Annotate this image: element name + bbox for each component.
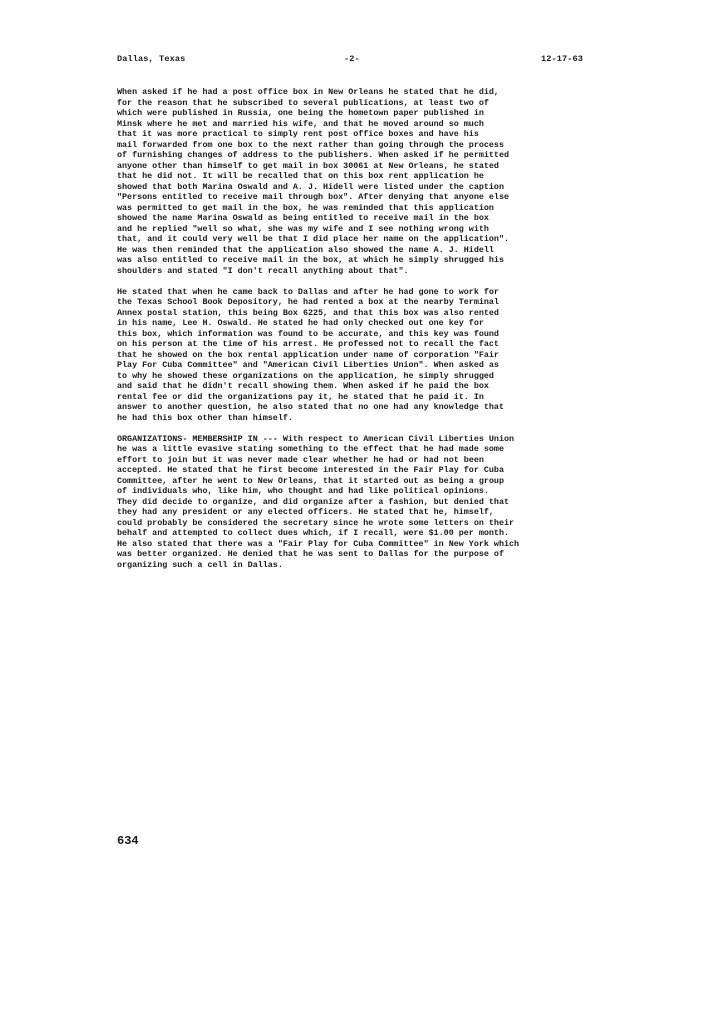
text-line: in his name, Lee H. Oswald. He stated he had only checked out one key for [117, 318, 484, 328]
text-line: they had any president or any elected officers. He stated that he, himself, [117, 507, 494, 517]
text-line: They did decide to organize, and did organize after a fashion, but denied that [117, 496, 510, 507]
text-line: that it was more practical to simply rent post office boxes and have his [117, 129, 479, 139]
text-line: that he did not. It will be recalled that on this box rent application he [117, 171, 484, 181]
text-line: rental fee or did the organizations pay it, he stated that he paid it. In [117, 391, 484, 402]
page-header [117, 54, 583, 68]
text-line: and said that he didn't recall showing them. When asked if he paid the box [117, 381, 489, 391]
text-line: was permitted to get mail in the box, he was reminded that this application [117, 202, 494, 213]
text-line: mail forwarded from one box to the next rather than going through the process [117, 139, 504, 150]
text-line: he had this box other than himself. [117, 412, 293, 423]
text-line: He was then reminded that the application also showed the name A. J. Hidell [117, 244, 494, 255]
page-number: 634 [117, 834, 139, 848]
text-line: could probably be considered the secretary since he wrote some letters on their [117, 517, 515, 528]
text-line: to why he showed these organizations on the application, he simply shrugged [117, 370, 494, 381]
text-line: that he showed on the box rental application under name of corporation "Fair [117, 349, 499, 360]
text-line: showed that both Marina Oswald and A. J. Hidell were listed under the caption [117, 181, 504, 192]
paragraph [117, 287, 587, 424]
text-line: Play For Cuba Committee" and "American Civil Liberties Union". When asked as [117, 360, 499, 370]
text-line: that, and it could very well be that I did place her name on the application". [117, 234, 510, 244]
text-line: the Texas School Book Depository, he had rented a box at the nearby Terminal [117, 297, 499, 307]
text-line: and he replied "well so what, she was my wife and I see nothing wrong with [117, 223, 489, 234]
text-line: answer to another question, he also stated that no one had any knowledge that [117, 402, 504, 412]
text-line: behalf and attempted to collect dues which, if I recall, were $1.00 per month. [117, 528, 510, 538]
text-line: was also entitled to receive mail in the box, at which he simply shrugged his [117, 255, 504, 265]
header-location: Dallas, Texas [117, 54, 186, 64]
header-date: 12-17-63 [540, 54, 583, 64]
text-line: he was a little evasive stating something to the effect that he had made some [117, 444, 504, 454]
text-line: ORGANIZATIONS- MEMBERSHIP IN --- With respect to American Civil Liberties Union [117, 433, 515, 444]
text-line: anyone other than himself to get mail in box 30061 at New Orleans, he stated [117, 160, 499, 171]
document-body [117, 87, 587, 570]
text-line: was better organized. He denied that he was sent to Dallas for the purpose of [117, 549, 504, 559]
text-line: When asked if he had a post office box in New Orleans he stated that he did, [117, 87, 499, 97]
text-line: which were published in Russia, one being the hometown paper published in [117, 108, 484, 118]
header-page-marker: -2- [344, 54, 360, 64]
text-line: He also stated that there was a "Fair Play for Cuba Committee" in New York which [117, 538, 520, 549]
text-line: organizing such a cell in Dallas. [117, 559, 283, 570]
text-line: this box, which information was found to be accurate, and this key was found [117, 328, 499, 339]
text-line: on his person at the time of his arrest. He professed not to recall the fact [117, 339, 499, 349]
text-line: effort to join but it was never made clear whether he had or had not been [117, 454, 484, 465]
text-line: of furnishing changes of address to the publishers. When asked if he permitted [117, 150, 510, 160]
paragraph [117, 87, 587, 276]
text-line: Committee, after he went to New Orleans, that it started out as being a group [117, 475, 504, 486]
text-line: accepted. He stated that he first become interested in the Fair Play for Cuba [117, 465, 504, 475]
paragraph [117, 434, 587, 571]
text-line: for the reason that he subscribed to several publications, at least two of [117, 97, 489, 108]
text-line: He stated that when he came back to Dallas and after he had gone to work for [117, 286, 499, 297]
text-line: showed the name Marina Oswald as being entitled to receive mail in the box [117, 213, 489, 223]
text-line: shoulders and stated "I don't recall anything about that". [117, 265, 409, 276]
text-line: Annex postal station, this being Box 6225, and that this box was also rented [117, 307, 499, 318]
text-line: "Persons entitled to receive mail through box". After denying that anyone else [117, 192, 510, 202]
text-line: Minsk where he met and married his wife, and that he moved around so much [117, 118, 484, 129]
text-line: of individuals who, like him, who thought and had like political opinions. [117, 486, 489, 496]
